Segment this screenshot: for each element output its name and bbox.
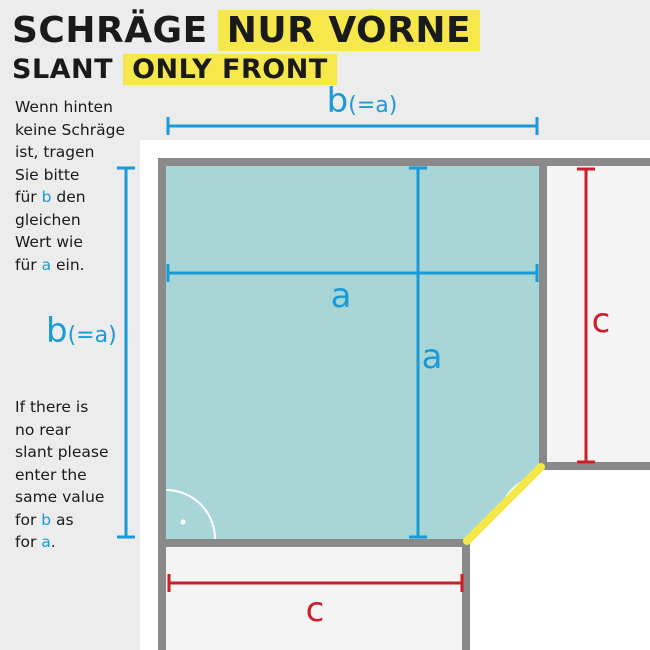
note-german-b: b: [41, 188, 52, 206]
dimension-a-vertical-label: a: [421, 337, 443, 377]
dimension-a-horizontal-label: a: [330, 276, 352, 316]
title-german-plain: SCHRÄGE: [12, 10, 208, 51]
note-english-text-2: as for: [15, 510, 74, 551]
angle-label: 45°: [503, 505, 533, 524]
note-german-text-3: ein.: [51, 255, 85, 274]
dimension-b-left: [117, 168, 135, 537]
note-english-text-1: If there is no rear slant please enter the same value for: [15, 398, 109, 529]
note-german-text-2: den gleichen Wert wie für: [15, 188, 86, 274]
dimension-b-top: [168, 117, 537, 135]
dimension-b-left-label: b(=a): [46, 311, 117, 351]
shower-base: [166, 166, 539, 539]
note-english-b: b: [41, 510, 52, 529]
dimension-c-right-label: c: [591, 301, 611, 341]
note-english-text-3: .: [50, 533, 56, 551]
title-english-plain: SLANT: [12, 54, 114, 85]
dimension-b-top-label: b(=a): [326, 81, 398, 121]
dimension-c-bottom-label: c: [305, 590, 325, 630]
note-english-a: a: [41, 533, 51, 551]
note-german-a: a: [41, 255, 52, 274]
right-angle-dot: [181, 520, 186, 525]
title-german-highlight: NUR VORNE: [218, 10, 480, 51]
title-english-highlight: ONLY FRONT: [123, 54, 337, 85]
note-german-text-1: Wenn hinten keine Schräge ist, tragen Sie bitte für: [15, 98, 125, 206]
